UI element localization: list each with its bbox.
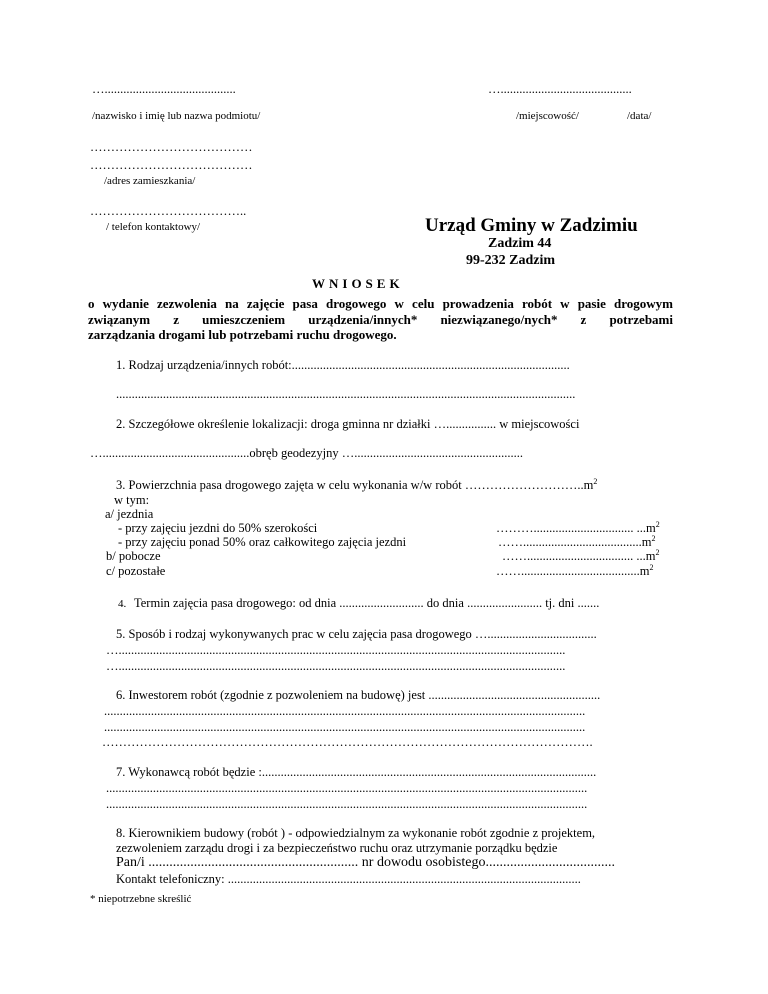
item-8-id-number: ............................................................ nr dowodu osobistego..................................... bbox=[148, 855, 615, 870]
unit-superscript: 2 bbox=[593, 477, 598, 486]
name-label: /nazwisko i imię lub nazwa podmiotu/ bbox=[92, 110, 261, 122]
name-dots: ….......................................... bbox=[92, 82, 236, 96]
unit-superscript: 2 bbox=[655, 548, 660, 557]
item-1-line-2: ................................................................................................................................................... bbox=[116, 387, 576, 401]
item-7-contractor: 7. Wykonawcą robót będzie :........................................................................................................... bbox=[116, 765, 597, 779]
item-3-roadway-over50: - przy zajęciu ponad 50% oraz całkowitego zajęcia jezdni bbox=[118, 535, 407, 549]
footnote: * niepotrzebne skreślić bbox=[90, 893, 192, 905]
item-1-type: 1. Rodzaj urządzenia/innych robót:......................................................................................... bbox=[116, 358, 570, 372]
purpose-line-2: związanym z umieszczeniem urządzenia/innych* niezwiązanego/nych* z potrzebami bbox=[88, 311, 673, 327]
item-8-phone: Kontakt telefoniczny: ................................................................................................................. bbox=[116, 872, 581, 886]
item-5-line-2: …............................................................................................................................................... bbox=[106, 643, 566, 657]
item-6-line-3: .......................................................................................................................................................... bbox=[104, 720, 586, 734]
item-7-line-2: .......................................................................................................................................................... bbox=[106, 781, 588, 795]
recipient-name: Urząd Gminy w Zadzimiu bbox=[425, 215, 638, 236]
item-3-roadway-upto50: - przy zajęciu jezdni do 50% szerokości bbox=[118, 521, 318, 535]
item-3-including: w tym: bbox=[114, 493, 150, 507]
recipient-street: Zadzim 44 bbox=[488, 236, 552, 251]
address-label: /adres zamieszkania/ bbox=[104, 175, 196, 187]
place-label: /miejscowość/ bbox=[516, 110, 579, 122]
unit-superscript: 2 bbox=[655, 520, 660, 529]
item-2-location: 2. Szczegółowe określenie lokalizacji: droga gminna nr działki …................ w miejscowości bbox=[116, 417, 580, 431]
item-8-line-3 bbox=[116, 855, 672, 871]
item-7-line-3: .......................................................................................................................................................... bbox=[106, 797, 588, 811]
item-2-line-2: …...............................................obręb geodezyjny …...................................................... bbox=[90, 446, 523, 460]
value-text: ……......................................m bbox=[498, 535, 652, 549]
item-3-area-text: 3. Powierzchnia pasa drogowego zajęta w celu wykonania w/w robót ………………………..m bbox=[116, 478, 594, 492]
document-heading: WNIOSEK bbox=[312, 276, 404, 291]
item-3-roadway-over50-value bbox=[498, 535, 655, 550]
item-3-roadway: a/ jezdnia bbox=[105, 507, 154, 521]
address-dots-1: ………………………………… bbox=[90, 140, 253, 154]
unit-superscript: 2 bbox=[651, 534, 656, 543]
recipient-postal: 99-232 Zadzim bbox=[466, 253, 556, 268]
unit-superscript: 2 bbox=[649, 563, 654, 572]
item-8-mr-mrs: Pan/i bbox=[116, 855, 149, 870]
phone-dots: ……………………………….. bbox=[90, 204, 247, 218]
place-date-dots: ….......................................... bbox=[488, 82, 632, 96]
value-text: ………................................ ...m bbox=[496, 521, 656, 535]
item-5-method: 5. Sposób i rodzaj wykonywanych prac w celu zajęcia pasa drogowego …................................... bbox=[116, 627, 597, 641]
purpose-line-1: o wydanie zezwolenia na zajęcie pasa drogowego w celu prowadzenia robót w pasie drogowym bbox=[88, 296, 673, 311]
purpose-paragraph bbox=[88, 296, 673, 343]
value-text: …….................................. ...m bbox=[502, 549, 656, 563]
item-3-other-value bbox=[496, 564, 653, 579]
item-6-investor: 6. Inwestorem robót (zgodnie z pozwoleniem na budowę) jest ....................................................... bbox=[116, 688, 601, 702]
item-6-line-2: .......................................................................................................................................................... bbox=[104, 704, 586, 718]
phone-label: / telefon kontaktowy/ bbox=[106, 221, 201, 233]
date-label: /data/ bbox=[627, 110, 652, 122]
item-8-site-manager: 8. Kierownikiem budowy (robót ) - odpowiedzialnym za wykonanie robót zgodnie z projektem, bbox=[116, 826, 596, 840]
item-3-other: c/ pozostałe bbox=[106, 564, 166, 578]
item-8-line-2: zezwoleniem zarządu drogi i za bezpieczeństwo ruchu oraz utrzymanie porządku będzie bbox=[116, 841, 558, 855]
address-dots-2: ………………………………… bbox=[90, 158, 253, 172]
value-text: ……......................................m bbox=[496, 564, 650, 578]
item-3-area bbox=[116, 478, 597, 493]
item-4-number: 4. bbox=[118, 598, 127, 610]
item-3-shoulder-value bbox=[502, 549, 659, 564]
item-3-roadway-upto50-value bbox=[496, 521, 660, 536]
purpose-line-3: zarządzania drogami lub potrzebami ruchu drogowego. bbox=[88, 327, 397, 342]
item-4-period: Termin zajęcia pasa drogowego: od dnia ........................... do dnia ........................ tj. dni ....... bbox=[134, 596, 600, 610]
item-6-line-4: ………………………………………………………………………………………………………. bbox=[102, 735, 593, 749]
item-3-shoulder: b/ pobocze bbox=[106, 549, 161, 563]
item-5-line-3: …............................................................................................................................................... bbox=[106, 659, 566, 673]
